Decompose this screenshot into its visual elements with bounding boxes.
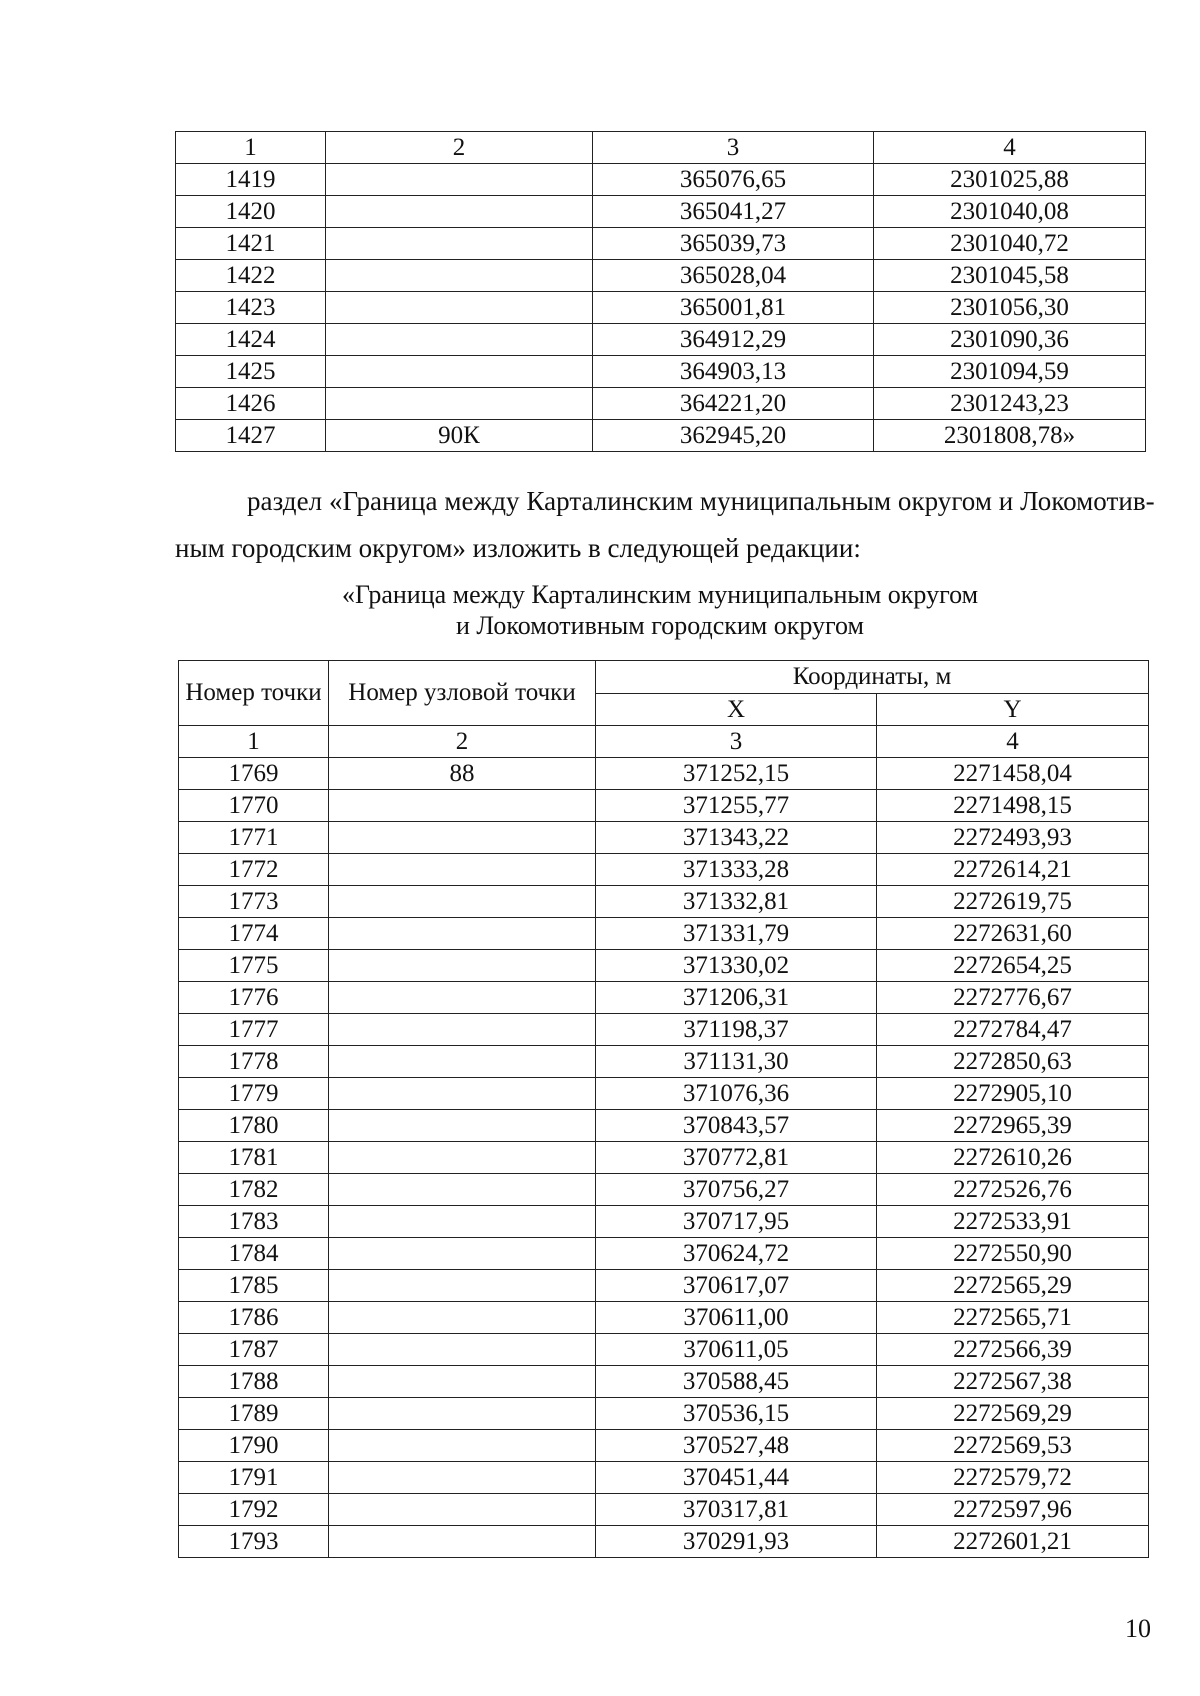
table-row xyxy=(179,1046,1149,1078)
node-number-cell xyxy=(326,260,593,292)
table-row xyxy=(179,886,1149,918)
table-row xyxy=(176,164,1146,196)
table-row xyxy=(179,1398,1149,1430)
table-row xyxy=(179,1270,1149,1302)
table-row xyxy=(179,1142,1149,1174)
x-coordinate-cell: 364221,20 xyxy=(593,388,874,420)
table-row xyxy=(179,918,1149,950)
x-coordinate-cell: 371332,81 xyxy=(596,886,877,918)
column-number-4: 4 xyxy=(877,726,1149,758)
table-row xyxy=(179,1334,1149,1366)
node-number-cell xyxy=(329,1206,596,1238)
node-number-cell xyxy=(326,164,593,196)
x-coordinate-cell: 365076,65 xyxy=(593,164,874,196)
node-number-cell xyxy=(329,822,596,854)
x-coordinate-cell: 365028,04 xyxy=(593,260,874,292)
table-row xyxy=(179,1430,1149,1462)
point-number-cell: 1789 xyxy=(179,1398,329,1430)
node-number-cell xyxy=(326,292,593,324)
x-coordinate-cell: 370624,72 xyxy=(596,1238,877,1270)
y-coordinate-cell: 2272784,47 xyxy=(877,1014,1149,1046)
point-number-cell: 1426 xyxy=(176,388,326,420)
table-row xyxy=(179,1206,1149,1238)
table-row xyxy=(179,1078,1149,1110)
node-number-cell xyxy=(329,1366,596,1398)
x-coordinate-cell: 370451,44 xyxy=(596,1462,877,1494)
node-number-cell xyxy=(329,918,596,950)
y-coordinate-cell: 2272601,21 xyxy=(877,1526,1149,1558)
node-number-cell xyxy=(329,1238,596,1270)
node-number-cell xyxy=(329,1110,596,1142)
node-number-cell xyxy=(326,228,593,260)
x-coordinate-cell: 370717,95 xyxy=(596,1206,877,1238)
y-coordinate-cell: 2272850,63 xyxy=(877,1046,1149,1078)
point-number-cell: 1793 xyxy=(179,1526,329,1558)
table-head xyxy=(179,661,1149,758)
table-body xyxy=(179,758,1149,1558)
node-number-cell xyxy=(329,1462,596,1494)
x-header: X xyxy=(596,693,877,726)
column-number-1: 1 xyxy=(176,132,326,164)
node-number-cell xyxy=(329,1270,596,1302)
column-number-2: 2 xyxy=(326,132,593,164)
y-coordinate-cell: 2301045,58 xyxy=(874,260,1146,292)
table-row xyxy=(179,950,1149,982)
point-number-cell: 1792 xyxy=(179,1494,329,1526)
x-coordinate-cell: 370617,07 xyxy=(596,1270,877,1302)
node-number-cell xyxy=(329,1494,596,1526)
x-coordinate-cell: 371330,02 xyxy=(596,950,877,982)
y-coordinate-cell: 2272565,71 xyxy=(877,1302,1149,1334)
point-number-cell: 1420 xyxy=(176,196,326,228)
y-coordinate-cell: 2271498,15 xyxy=(877,790,1149,822)
table-row xyxy=(179,822,1149,854)
node-number-cell xyxy=(326,388,593,420)
y-coordinate-cell: 2272526,76 xyxy=(877,1174,1149,1206)
point-number-cell: 1423 xyxy=(176,292,326,324)
y-coordinate-cell: 2272597,96 xyxy=(877,1494,1149,1526)
x-coordinate-cell: 370317,81 xyxy=(596,1494,877,1526)
node-number-cell xyxy=(329,950,596,982)
x-coordinate-cell: 371331,79 xyxy=(596,918,877,950)
y-coordinate-cell: 2272776,67 xyxy=(877,982,1149,1014)
y-coordinate-cell: 2272579,72 xyxy=(877,1462,1149,1494)
point-number-cell: 1791 xyxy=(179,1462,329,1494)
coordinates-table-continued xyxy=(175,131,1146,452)
y-coordinate-cell: 2301025,88 xyxy=(874,164,1146,196)
column-number-4: 4 xyxy=(874,132,1146,164)
point-number-cell: 1781 xyxy=(179,1142,329,1174)
point-number-cell: 1424 xyxy=(176,324,326,356)
point-number-cell: 1779 xyxy=(179,1078,329,1110)
table-row xyxy=(179,1174,1149,1206)
table-row xyxy=(179,1238,1149,1270)
point-number-cell: 1772 xyxy=(179,854,329,886)
node-number-cell xyxy=(329,1334,596,1366)
x-coordinate-cell: 365039,73 xyxy=(593,228,874,260)
point-number-cell: 1780 xyxy=(179,1110,329,1142)
coordinates-header: Координаты, м xyxy=(596,661,1149,694)
node-number-cell xyxy=(329,1174,596,1206)
point-number-cell: 1770 xyxy=(179,790,329,822)
y-coordinate-cell: 2272619,75 xyxy=(877,886,1149,918)
point-number-cell: 1778 xyxy=(179,1046,329,1078)
y-coordinate-cell: 2272569,29 xyxy=(877,1398,1149,1430)
point-number-cell: 1775 xyxy=(179,950,329,982)
point-number-cell: 1783 xyxy=(179,1206,329,1238)
x-coordinate-cell: 370527,48 xyxy=(596,1430,877,1462)
x-coordinate-cell: 370611,00 xyxy=(596,1302,877,1334)
x-coordinate-cell: 371076,36 xyxy=(596,1078,877,1110)
page-number: 10 xyxy=(1125,1614,1151,1643)
node-number-cell xyxy=(329,854,596,886)
y-coordinate-cell: 2272654,25 xyxy=(877,950,1149,982)
y-coordinate-cell: 2301056,30 xyxy=(874,292,1146,324)
table-row xyxy=(179,1302,1149,1334)
table-header-row xyxy=(176,132,1146,164)
table-row xyxy=(176,196,1146,228)
column-number-3: 3 xyxy=(596,726,877,758)
node-number-cell xyxy=(329,1526,596,1558)
table-row xyxy=(179,1494,1149,1526)
coordinates-table xyxy=(178,660,1149,1558)
node-number-cell xyxy=(329,1302,596,1334)
column-number-1: 1 xyxy=(179,726,329,758)
table-row xyxy=(176,292,1146,324)
x-coordinate-cell: 371206,31 xyxy=(596,982,877,1014)
table-row xyxy=(176,324,1146,356)
x-coordinate-cell: 371255,77 xyxy=(596,790,877,822)
section-title-line-2: и Локомотивным городским округом xyxy=(455,611,864,640)
node-number-cell xyxy=(329,1014,596,1046)
x-coordinate-cell: 371198,37 xyxy=(596,1014,877,1046)
node-number-cell xyxy=(326,196,593,228)
point-number-cell: 1771 xyxy=(179,822,329,854)
point-number-cell: 1786 xyxy=(179,1302,329,1334)
y-coordinate-cell: 2272905,10 xyxy=(877,1078,1149,1110)
x-coordinate-cell: 370772,81 xyxy=(596,1142,877,1174)
section-title-line-1: «Граница между Карталинским муниципальным округом xyxy=(341,580,979,609)
paragraph-line-1: раздел «Граница между Карталинским муниципальным округом и Локомотив- xyxy=(247,486,1155,516)
point-number-cell: 1425 xyxy=(176,356,326,388)
table-row xyxy=(179,1462,1149,1494)
point-number-cell: 1419 xyxy=(176,164,326,196)
x-coordinate-cell: 371252,15 xyxy=(596,758,877,790)
point-number-cell: 1788 xyxy=(179,1366,329,1398)
table-row xyxy=(179,1526,1149,1558)
x-coordinate-cell: 362945,20 xyxy=(593,420,874,452)
y-coordinate-cell: 2272567,38 xyxy=(877,1366,1149,1398)
x-coordinate-cell: 370536,15 xyxy=(596,1398,877,1430)
y-coordinate-cell: 2271458,04 xyxy=(877,758,1149,790)
node-number-cell xyxy=(329,1142,596,1174)
table-row xyxy=(179,790,1149,822)
x-coordinate-cell: 370611,05 xyxy=(596,1334,877,1366)
node-number-cell: 88 xyxy=(329,758,596,790)
point-number-cell: 1785 xyxy=(179,1270,329,1302)
y-coordinate-cell: 2301040,08 xyxy=(874,196,1146,228)
column-number-3: 3 xyxy=(593,132,874,164)
column-numbers-row xyxy=(179,726,1149,758)
x-coordinate-cell: 371343,22 xyxy=(596,822,877,854)
table-row xyxy=(176,356,1146,388)
y-coordinate-cell: 2272631,60 xyxy=(877,918,1149,950)
point-number-cell: 1776 xyxy=(179,982,329,1014)
x-coordinate-cell: 370291,93 xyxy=(596,1526,877,1558)
point-number-cell: 1790 xyxy=(179,1430,329,1462)
table-row xyxy=(176,260,1146,292)
node-number-cell xyxy=(329,1046,596,1078)
table-row xyxy=(179,854,1149,886)
y-coordinate-cell: 2301094,59 xyxy=(874,356,1146,388)
point-number-cell: 1774 xyxy=(179,918,329,950)
node-number-cell xyxy=(329,1078,596,1110)
y-coordinate-cell: 2272493,93 xyxy=(877,822,1149,854)
point-number-cell: 1784 xyxy=(179,1238,329,1270)
node-number-cell xyxy=(329,1430,596,1462)
y-coordinate-cell: 2272965,39 xyxy=(877,1110,1149,1142)
y-coordinate-cell: 2272566,39 xyxy=(877,1334,1149,1366)
node-number-cell xyxy=(329,886,596,918)
y-coordinate-cell: 2272550,90 xyxy=(877,1238,1149,1270)
table-row xyxy=(179,1366,1149,1398)
y-coordinate-cell: 2272610,26 xyxy=(877,1142,1149,1174)
y-coordinate-cell: 2272569,53 xyxy=(877,1430,1149,1462)
x-coordinate-cell: 371333,28 xyxy=(596,854,877,886)
point-number-header: Номер точки xyxy=(179,661,329,726)
y-coordinate-cell: 2301243,23 xyxy=(874,388,1146,420)
table-row xyxy=(179,758,1149,790)
node-number-cell xyxy=(329,1398,596,1430)
node-number-header: Номер узловой точки xyxy=(329,661,596,726)
y-coordinate-cell: 2301808,78» xyxy=(874,420,1146,452)
node-number-cell xyxy=(326,324,593,356)
point-number-cell: 1427 xyxy=(176,420,326,452)
point-number-cell: 1421 xyxy=(176,228,326,260)
paragraph-line-2: ным городским округом» изложить в следующей редакции: xyxy=(175,533,861,563)
x-coordinate-cell: 365041,27 xyxy=(593,196,874,228)
table-row xyxy=(179,982,1149,1014)
table-body xyxy=(176,132,1146,452)
y-coordinate-cell: 2301090,36 xyxy=(874,324,1146,356)
point-number-cell: 1777 xyxy=(179,1014,329,1046)
node-number-cell xyxy=(326,356,593,388)
table-row xyxy=(179,1110,1149,1142)
point-number-cell: 1787 xyxy=(179,1334,329,1366)
point-number-cell: 1769 xyxy=(179,758,329,790)
table-row xyxy=(176,228,1146,260)
x-coordinate-cell: 370588,45 xyxy=(596,1366,877,1398)
node-number-cell: 90К xyxy=(326,420,593,452)
point-number-cell: 1422 xyxy=(176,260,326,292)
table-row xyxy=(176,388,1146,420)
y-coordinate-cell: 2301040,72 xyxy=(874,228,1146,260)
x-coordinate-cell: 364903,13 xyxy=(593,356,874,388)
x-coordinate-cell: 370756,27 xyxy=(596,1174,877,1206)
x-coordinate-cell: 371131,30 xyxy=(596,1046,877,1078)
point-number-cell: 1782 xyxy=(179,1174,329,1206)
table-header-row xyxy=(179,661,1149,694)
table-row xyxy=(176,420,1146,452)
node-number-cell xyxy=(329,790,596,822)
y-coordinate-cell: 2272533,91 xyxy=(877,1206,1149,1238)
point-number-cell: 1773 xyxy=(179,886,329,918)
y-header: Y xyxy=(877,693,1149,726)
node-number-cell xyxy=(329,982,596,1014)
y-coordinate-cell: 2272565,29 xyxy=(877,1270,1149,1302)
x-coordinate-cell: 364912,29 xyxy=(593,324,874,356)
y-coordinate-cell: 2272614,21 xyxy=(877,854,1149,886)
x-coordinate-cell: 370843,57 xyxy=(596,1110,877,1142)
table-row xyxy=(179,1014,1149,1046)
column-number-2: 2 xyxy=(329,726,596,758)
x-coordinate-cell: 365001,81 xyxy=(593,292,874,324)
